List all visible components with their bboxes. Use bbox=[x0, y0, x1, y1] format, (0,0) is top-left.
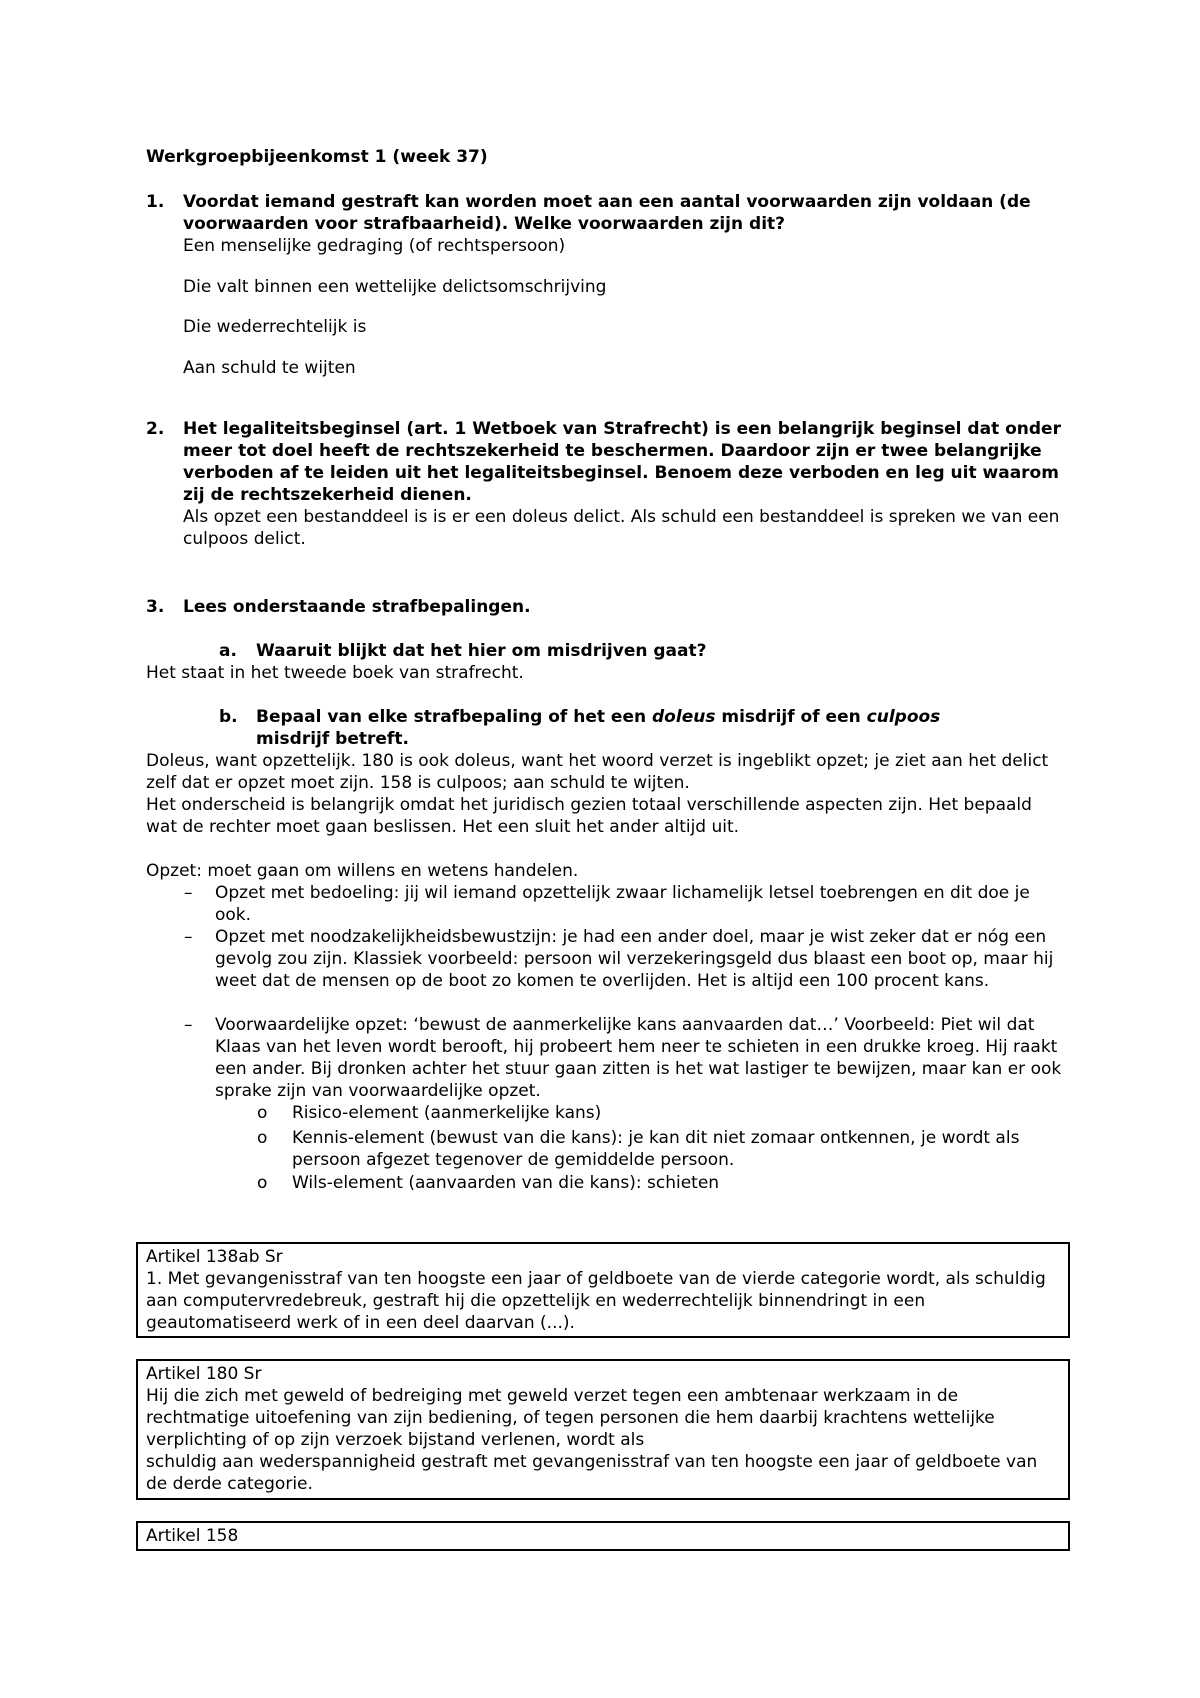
opzet-item-3: Voorwaardelijke opzet: ‘bewust de aanmerkelijke kans aanvaarden dat…’ Voorbeeld: Piet wil dat Klaas van het leven wordt berooft, hij probeert hem neer te schieten in een drukke kroeg. Hij raakt een ander. Bij dronken achter het stuur gaan zitten is het wat lastiger te bewijzen, maar kan er ook sprake zijn van voorwaardelijke opzet. bbox=[215, 1015, 1062, 1101]
question-3a-label: a. bbox=[219, 641, 237, 661]
question-1-answer-1: Een menselijke gedraging (of rechtspersoon) bbox=[183, 236, 566, 256]
question-1-answer-3: Die wederrechtelijk is bbox=[183, 317, 367, 337]
opzet-subitem-3: Wils-element (aanvaarden van die kans): schieten bbox=[292, 1173, 720, 1193]
page-title: Werkgroepbijeenkomst 1 (week 37) bbox=[146, 147, 488, 167]
question-3b-answer-1: Doleus, want opzettelijk. 180 is ook doleus, want het woord verzet is ingeblikt opzet; je ziet aan het delict zelf dat er opzet moet zijn. 158 is culpoos; aan schuld te wijten. bbox=[146, 751, 1049, 793]
question-3b-label: b. bbox=[219, 707, 238, 727]
question-1-text: Voordat iemand gestraft kan worden moet aan een aantal voorwaarden zijn voldaan (de voorwaarden voor strafbaarheid). Welke voorwaarden zijn dit? bbox=[183, 192, 1031, 234]
bullet-circle: o bbox=[257, 1103, 268, 1123]
article-180-title: Artikel 180 Sr bbox=[146, 1364, 262, 1384]
article-180-box bbox=[136, 1359, 1070, 1500]
bullet-dash: – bbox=[184, 1015, 193, 1035]
question-2-number: 2. bbox=[146, 419, 165, 439]
article-158-title: Artikel 158 bbox=[146, 1526, 239, 1546]
bullet-circle: o bbox=[257, 1173, 268, 1193]
bullet-dash: – bbox=[184, 883, 193, 903]
article-180-text-2: schuldig aan wederspannigheid gestraft met gevangenisstraf van ten hoogste een jaar of geldboete van de derde categorie. bbox=[146, 1452, 1038, 1494]
opzet-item-2: Opzet met noodzakelijkheidsbewustzijn: je had een ander doel, maar je wist zeker dat er nóg een gevolg zou zijn. Klassiek voorbeeld: persoon wil verzekeringsgeld dus blaast een boot op, maar hij weet dat de mensen op de boot zo komen te overlijden. Het is altijd een 100 procent kans. bbox=[215, 927, 1054, 991]
article-138ab-title: Artikel 138ab Sr bbox=[146, 1247, 283, 1267]
opzet-intro: Opzet: moet gaan om willens en wetens handelen. bbox=[146, 861, 579, 881]
question-1-answer-4: Aan schuld te wijten bbox=[183, 358, 356, 378]
article-138ab-text: 1. Met gevangenisstraf van ten hoogste een jaar of geldboete van de vierde categorie wordt, als schuldig aan computervredebreuk, gestraft hij die opzettelijk en wederrechtelijk binnendringt in een geautomatiseerd werk of in een deel daarvan (...). bbox=[146, 1269, 1046, 1333]
opzet-item-1: Opzet met bedoeling: jij wil iemand opzettelijk zwaar lichamelijk letsel toebrengen en dit doe je ook. bbox=[215, 883, 1030, 925]
question-3b-text: Bepaal van elke strafbepaling of het een doleus misdrijf of een culpoos misdrijf betreft. bbox=[256, 707, 941, 749]
opzet-subitem-1: Risico-element (aanmerkelijke kans) bbox=[292, 1103, 602, 1123]
question-3a-text: Waaruit blijkt dat het hier om misdrijven gaat? bbox=[256, 641, 707, 661]
question-3-number: 3. bbox=[146, 597, 165, 617]
bullet-circle: o bbox=[257, 1128, 268, 1148]
question-3-text: Lees onderstaande strafbepalingen. bbox=[183, 597, 531, 617]
article-138ab-box bbox=[136, 1242, 1070, 1338]
bullet-dash: – bbox=[184, 927, 193, 947]
question-2-text: Het legaliteitsbeginsel (art. 1 Wetboek van Strafrecht) is een belangrijk beginsel dat onder meer tot doel heeft de rechtszekerheid te beschermen. Daardoor zijn er twee belangrijke verboden af te leiden uit het legaliteitsbeginsel. Benoem deze verboden en leg uit waarom zij de rechtszekerheid dienen. bbox=[183, 419, 1061, 505]
question-2-answer: Als opzet een bestanddeel is is er een doleus delict. Als schuld een bestanddeel is spreken we van een culpoos delict. bbox=[183, 507, 1060, 549]
article-180-text-1: Hij die zich met geweld of bedreiging met geweld verzet tegen een ambtenaar werkzaam in de rechtmatige uitoefening van zijn bediening, of tegen personen die hem daarbij krachtens wettelijke verplichting of op zijn verzoek bijstand verlenen, wordt als bbox=[146, 1386, 995, 1450]
article-158-box bbox=[136, 1521, 1070, 1551]
question-3b-answer-2: Het onderscheid is belangrijk omdat het juridisch gezien totaal verschillende aspecten zijn. Het bepaald wat de rechter moet gaan beslissen. Het een sluit het ander altijd uit. bbox=[146, 795, 1032, 837]
opzet-subitem-2: Kennis-element (bewust van die kans): je kan dit niet zomaar ontkennen, je wordt als persoon afgezet tegenover de gemiddelde persoon. bbox=[292, 1128, 1020, 1170]
question-1-number: 1. bbox=[146, 192, 165, 212]
question-3a-answer: Het staat in het tweede boek van strafrecht. bbox=[146, 663, 524, 683]
question-1-answer-2: Die valt binnen een wettelijke delictsomschrijving bbox=[183, 277, 607, 297]
